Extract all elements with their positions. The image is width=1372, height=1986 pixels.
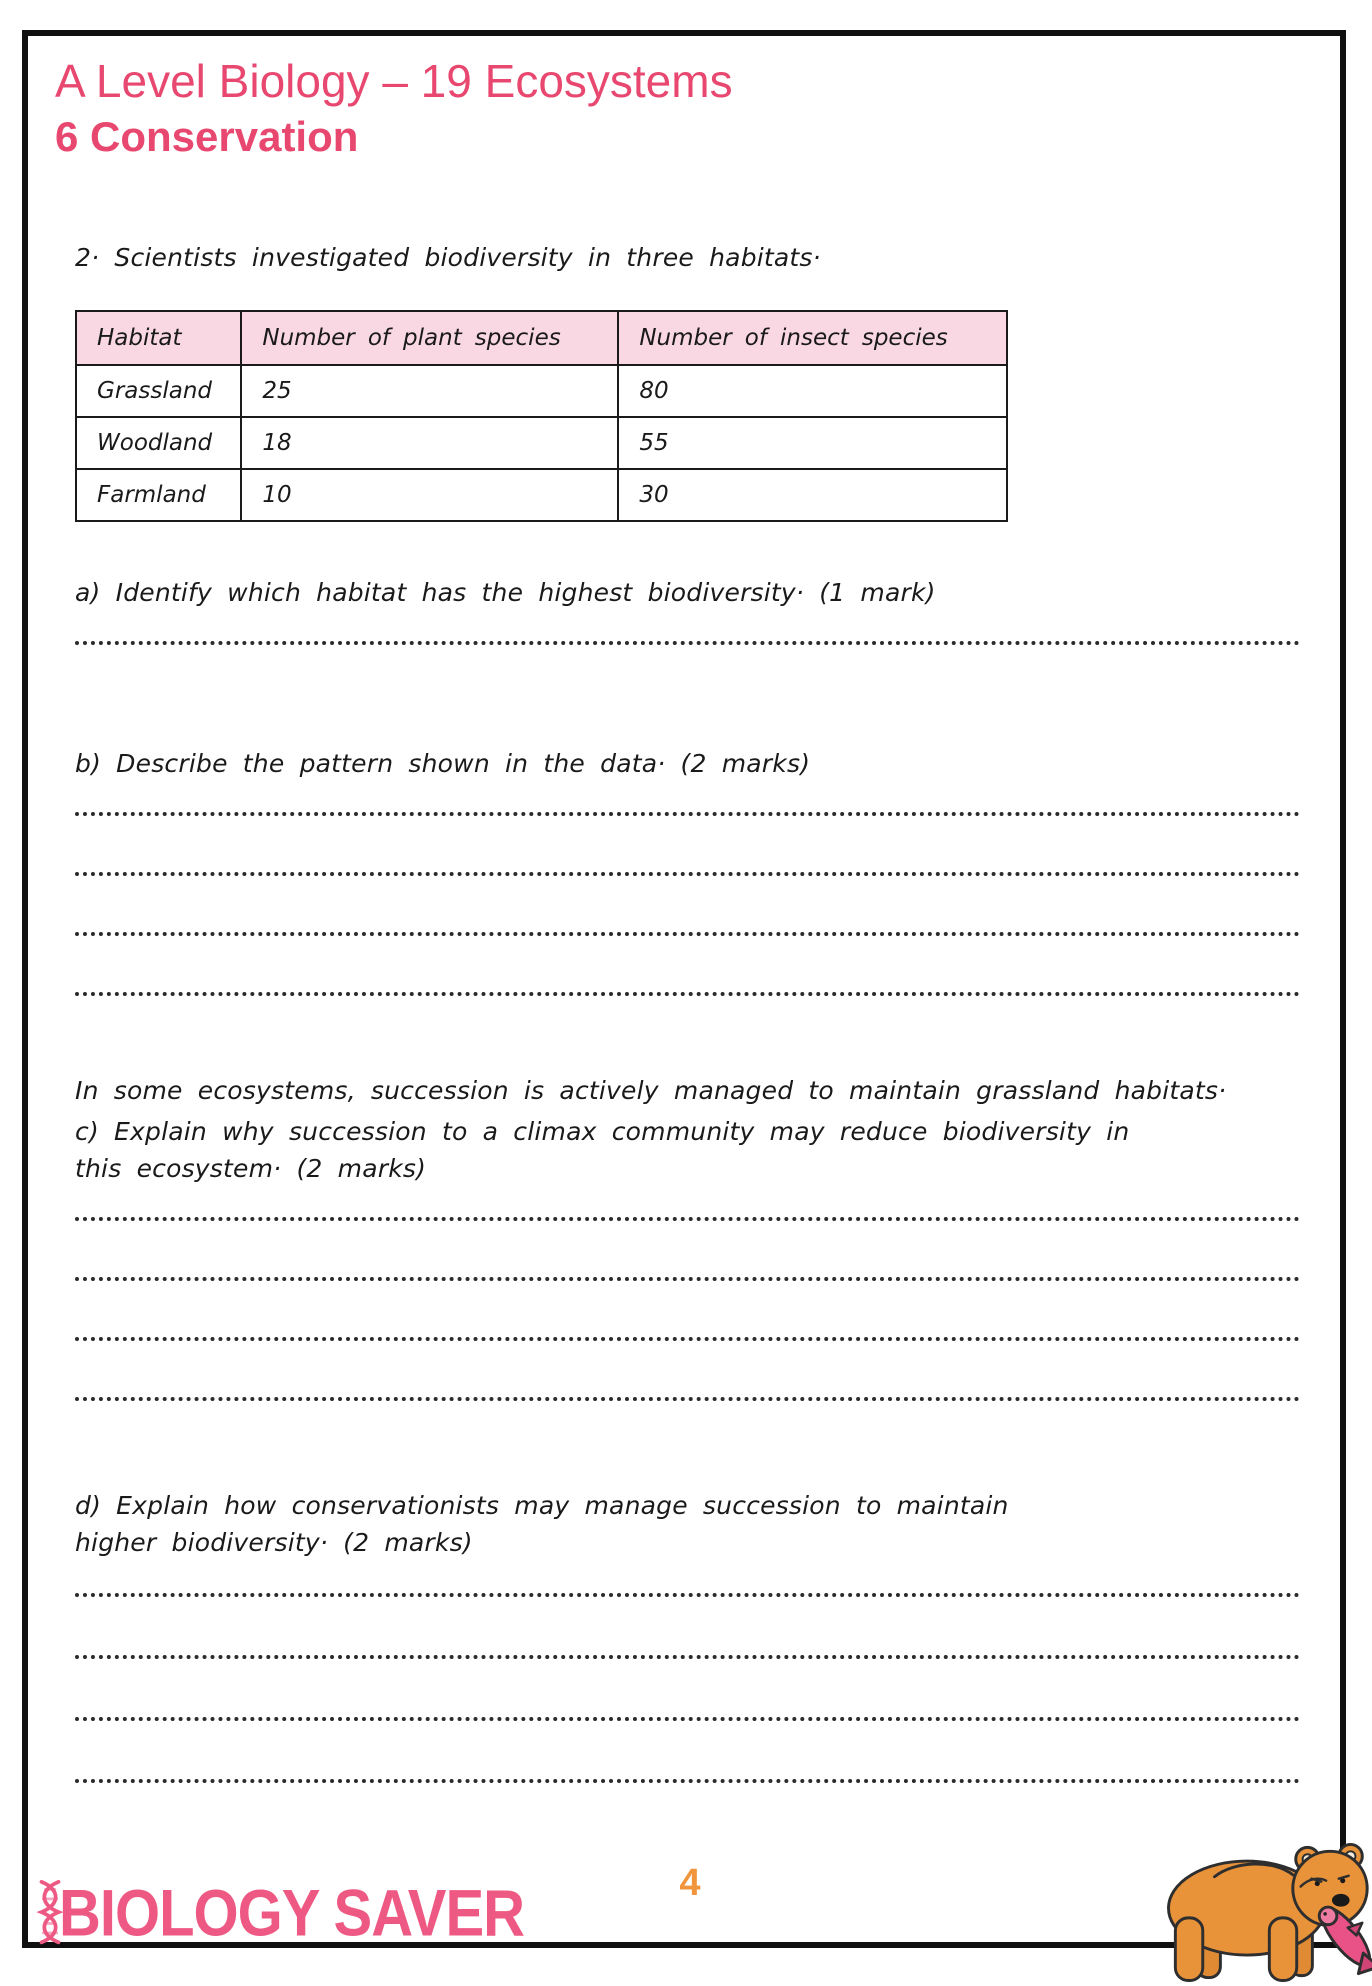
answer-line — [75, 816, 1300, 876]
table-cell: 30 — [618, 469, 1007, 521]
answer-lines-d — [75, 1535, 1300, 1783]
table-row — [76, 365, 1007, 417]
table-row — [76, 469, 1007, 521]
page-subtitle: 6 Conservation — [55, 112, 359, 160]
page-content — [28, 36, 1346, 1783]
table-body — [76, 365, 1007, 521]
question-c: c) Explain why succession to a climax community may reduce biodiversity in this ecosystem· (2 marks) — [75, 1116, 1130, 1183]
table-cell: 80 — [618, 365, 1007, 417]
table-cell: Woodland — [76, 417, 241, 469]
table-cell: 55 — [618, 417, 1007, 469]
answer-line — [75, 1659, 1300, 1721]
page-title: A Level Biology – 19 Ecosystems — [55, 55, 733, 107]
answer-line — [75, 1281, 1300, 1341]
logo-text: BIOLOGY SAVER — [59, 1876, 525, 1951]
biodiversity-table — [75, 310, 1008, 522]
answer-line — [75, 876, 1300, 936]
table-cell: Farmland — [76, 469, 241, 521]
table-cell: 18 — [241, 417, 618, 469]
question-b: b) Describe the pattern shown in the data· (2 marks) — [75, 748, 811, 778]
table-header-cell: Number of plant species — [241, 311, 618, 365]
table-header-cell: Habitat — [76, 311, 241, 365]
table-head — [76, 311, 1007, 365]
table-cell: 10 — [241, 469, 618, 521]
table-cell: Grassland — [76, 365, 241, 417]
table-row — [76, 417, 1007, 469]
table-cell: 25 — [241, 365, 618, 417]
question-a: a) Identify which habitat has the highest biodiversity· (1 mark) — [75, 577, 936, 607]
answer-line — [75, 936, 1300, 996]
table-header-cell: Number of insect species — [618, 311, 1007, 365]
page-number: 4 — [679, 1862, 701, 1904]
answer-lines-c — [75, 1161, 1300, 1401]
answer-line — [75, 1341, 1300, 1401]
biology-saver-logo — [33, 1878, 524, 1950]
answer-line — [75, 1721, 1300, 1783]
answer-line — [75, 1221, 1300, 1281]
table-header-row — [76, 311, 1007, 365]
bear-with-salmon-icon — [1146, 1836, 1372, 1986]
answer-line — [75, 1597, 1300, 1659]
question-2-intro: 2· Scientists investigated biodiversity in three habitats· — [75, 242, 821, 272]
question-d: d) Explain how conservationists may manage succession to maintain higher biodiversity· (2 marks) — [75, 1490, 1009, 1557]
question-context: In some ecosystems, succession is actively managed to maintain grassland habitats· — [75, 1075, 1227, 1105]
answer-lines-b — [75, 756, 1300, 996]
